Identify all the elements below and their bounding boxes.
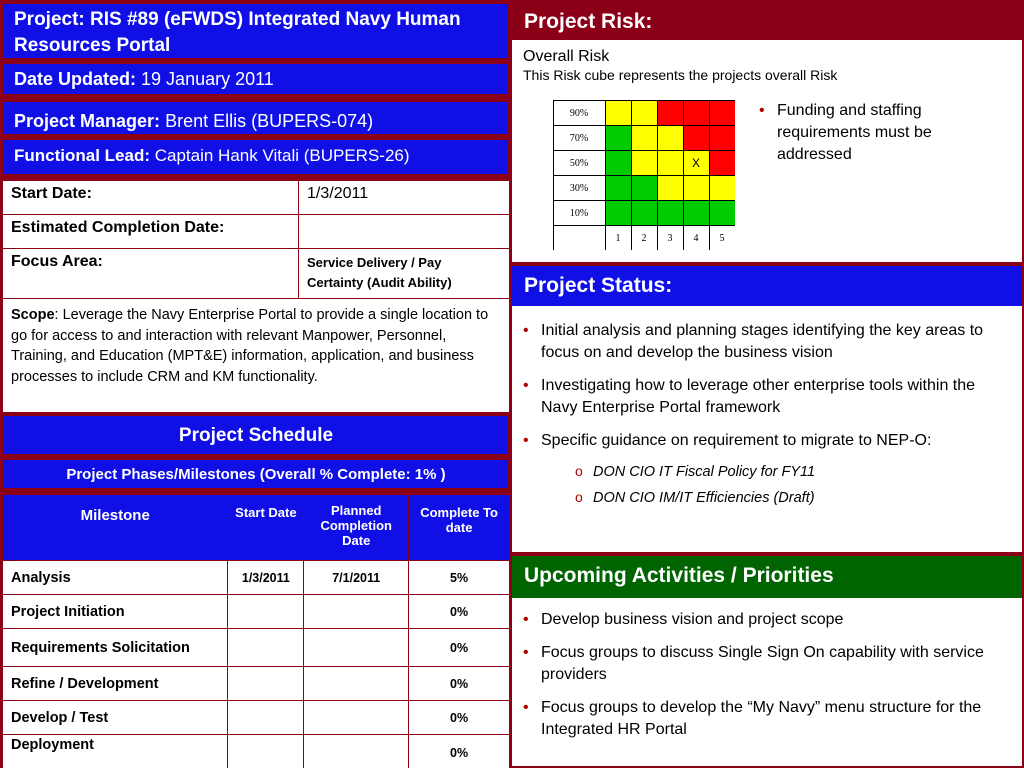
risk-cube-description: This Risk cube represents the projects overall Risk (523, 67, 838, 83)
table-row (3, 629, 510, 667)
risk-cell (710, 176, 736, 201)
milestone-planned: 7/1/2011 (304, 561, 409, 595)
milestone-start (228, 595, 304, 629)
table-row (3, 561, 510, 595)
info-row-start (3, 181, 510, 215)
milestone-header-row (3, 495, 510, 561)
milestone-start (228, 701, 304, 735)
risk-cube (553, 100, 735, 250)
risk-cell (710, 151, 736, 176)
status-bullet: • Initial analysis and planning stages identifying the key areas to focus on and develop the business vision (523, 320, 1015, 364)
risk-row-label: 70% (569, 133, 589, 144)
risk-corner-cell (554, 226, 606, 251)
status-bullets (523, 320, 1015, 452)
milestone-start (228, 629, 304, 667)
risk-cell (606, 126, 632, 151)
table-row (3, 595, 510, 629)
risk-cell (632, 176, 658, 201)
status-sub-bullet: o DON CIO IT Fiscal Policy for FY11 (575, 464, 1015, 480)
milestone-complete: 0% (409, 629, 510, 667)
milestone-start (228, 735, 304, 768)
project-manager (2, 100, 510, 136)
risk-cell (606, 151, 632, 176)
risk-cell (606, 101, 632, 126)
table-row (3, 701, 510, 735)
focus-area-value: Service Delivery / Pay Certainty (Audit Ability) (299, 249, 510, 299)
project-risk-heading: Project Risk: (512, 2, 1022, 40)
risk-cell (710, 201, 736, 226)
milestone-complete: 5% (409, 561, 510, 595)
upcoming-activities-heading: Upcoming Activities / Priorities (512, 556, 1022, 598)
risk-cell (606, 176, 632, 201)
risk-cell (632, 126, 658, 151)
risk-cell (632, 201, 658, 226)
risk-cell (684, 176, 710, 201)
functional-lead (2, 138, 510, 176)
risk-col-label: 1 (615, 233, 621, 244)
risk-cell (632, 151, 658, 176)
risk-bullet: • Funding and staffing requirements must be addressed (759, 100, 979, 166)
milestone-planned (304, 735, 409, 768)
scope-label: Scope (11, 307, 55, 323)
date-updated-value: 19 January 2011 (141, 69, 274, 89)
status-bullet-text: Specific guidance on requirement to migrate to NEP-O: (541, 432, 932, 449)
project-status-heading: Project Status: (512, 266, 1022, 306)
risk-cell (710, 101, 736, 126)
risk-cell (710, 126, 736, 151)
risk-cell (658, 101, 684, 126)
info-row-estimated (3, 215, 510, 249)
risk-cell (658, 126, 684, 151)
upcoming-activities-panel (512, 598, 1022, 766)
date-updated (2, 62, 510, 96)
complete-to-date-header: Complete To date (409, 495, 510, 561)
project-info-table (2, 180, 510, 413)
scope-text: : Leverage the Navy Enterprise Portal to provide a single location to go for access to and interaction with relevant Manpower, Personnel, Training, and Education (MPT&E) information, application, and business processes to include CRM and KM functionality. (11, 307, 489, 385)
status-bullet (523, 430, 1015, 452)
risk-cell (658, 151, 684, 176)
milestone-name: Requirements Solicitation (3, 629, 228, 667)
risk-row-label: 10% (569, 208, 589, 219)
milestone-header: Milestone (3, 495, 228, 561)
milestone-name: Develop / Test (3, 701, 228, 735)
risk-col-label: 4 (693, 233, 699, 244)
risk-row-label: 50% (569, 158, 589, 169)
milestone-complete: 0% (409, 667, 510, 701)
risk-cell (684, 201, 710, 226)
milestone-complete: 0% (409, 701, 510, 735)
start-date-value: 1/3/2011 (299, 181, 510, 215)
risk-bullets (759, 100, 979, 166)
upcoming-bullet: • Focus groups to develop the “My Navy” menu structure for the Integrated HR Portal (523, 697, 1015, 741)
estimated-completion-value (299, 215, 510, 249)
milestone-complete: 0% (409, 595, 510, 629)
estimated-completion-label: Estimated Completion Date: (3, 215, 299, 249)
project-schedule-title: Project Schedule (2, 414, 510, 456)
table-row (3, 667, 510, 701)
milestone-planned (304, 595, 409, 629)
project-manager-label: Project Manager: (14, 111, 161, 131)
risk-col-label: 3 (667, 233, 673, 244)
milestone-name: Project Initiation (3, 595, 228, 629)
milestone-planned (304, 629, 409, 667)
functional-lead-value: Captain Hank Vitali (BUPERS-26) (154, 146, 410, 165)
info-row-focus (3, 249, 510, 299)
risk-marker: X (691, 156, 701, 170)
project-schedule-subtitle: Project Phases/Milestones (Overall % Complete: 1% ) (2, 458, 510, 490)
project-title: Project: RIS #89 (eFWDS) Integrated Navy Human Resources Portal (2, 2, 510, 60)
milestone-planned (304, 667, 409, 701)
focus-area-label: Focus Area: (3, 249, 299, 299)
milestone-name: Refine / Development (3, 667, 228, 701)
risk-cell (658, 176, 684, 201)
date-updated-label: Date Updated: (14, 69, 137, 89)
info-row-scope (3, 299, 510, 413)
risk-cell (632, 101, 658, 126)
risk-col-label: 2 (641, 233, 647, 244)
upcoming-bullet: • Focus groups to discuss Single Sign On capability with service providers (523, 642, 1015, 686)
milestone-name: Analysis (3, 561, 228, 595)
milestone-planned (304, 701, 409, 735)
milestone-start (228, 667, 304, 701)
risk-row-label: 90% (569, 108, 589, 119)
scope-cell (3, 299, 510, 413)
status-sub-bullets (575, 464, 1015, 516)
table-row (3, 735, 510, 768)
start-date-header: Start Date (228, 495, 304, 561)
risk-cell (684, 126, 710, 151)
milestone-start: 1/3/2011 (228, 561, 304, 595)
project-status-panel (512, 306, 1022, 552)
risk-cell (658, 201, 684, 226)
risk-row-label: 30% (569, 183, 589, 194)
risk-col-label: 5 (719, 233, 725, 244)
upcoming-bullet: • Develop business vision and project scope (523, 609, 1015, 631)
functional-lead-label: Functional Lead: (14, 146, 150, 165)
project-manager-value: Brent Ellis (BUPERS-074) (165, 111, 374, 131)
upcoming-bullets (523, 609, 1015, 752)
risk-cell (606, 201, 632, 226)
risk-cell (684, 101, 710, 126)
planned-completion-header: Planned Completion Date (304, 495, 409, 561)
milestone-name: Deployment (3, 735, 228, 768)
status-bullet: • Investigating how to leverage other enterprise tools within the Navy Enterprise Portal framework (523, 375, 1015, 419)
milestone-table (2, 494, 510, 768)
start-date-label: Start Date: (3, 181, 299, 215)
project-risk-panel (512, 40, 1022, 262)
milestone-complete: 0% (409, 735, 510, 768)
overall-risk-label: Overall Risk (523, 48, 610, 65)
status-sub-bullet: o DON CIO IM/IT Efficiencies (Draft) (575, 490, 1015, 506)
